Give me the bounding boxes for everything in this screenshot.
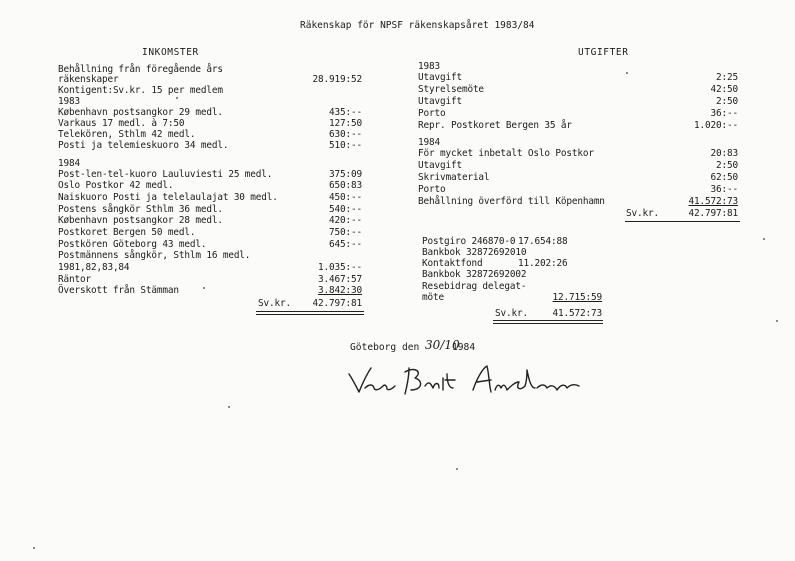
income-total-label: Sv.kr. [258,298,291,309]
expenses-row-label: Behållning överförd till Köpenhamn [418,196,605,207]
income-row-label: Oslo Postkor 42 medl. [58,180,174,191]
expenses-row-amount: 20:83 [710,148,738,159]
paper-speck [626,72,628,74]
paper-speck [763,238,765,240]
expenses-row-amount: 1.020:-- [694,120,738,131]
balance-row-amount: 11.202:26 [518,258,568,269]
income-row-amount: 28.919:52 [312,74,362,85]
expenses-year-label: 1984 [418,137,440,148]
balance-row-label: Postgiro 246870-0 [422,236,516,247]
signature [343,360,583,400]
income-total-double-rule [256,311,364,315]
paper-speck [33,547,35,549]
expenses-row-amount: 2:50 [716,96,738,107]
income-row-amount: 645:-- [329,239,362,250]
paper-speck [456,468,458,470]
document-title: Räkenskap för NPSF räkenskapsåret 1983/84 [300,20,535,31]
income-row-label: 1981,82,83,84 [58,262,130,273]
income-row-label: Postmännens sångkör, Sthlm 16 medl. [58,250,251,261]
paper-speck [176,97,178,99]
balance-row-amount: 12.715:59 [552,292,602,303]
expenses-row-amount: 2:50 [716,160,738,171]
expenses-row-amount: 42:50 [710,84,738,95]
expenses-row-amount: 36:-- [710,184,738,195]
balance-row-label: möte [422,292,444,303]
expenses-total-amount: 42.797:81 [688,208,738,219]
expenses-total-label: Sv.kr. [626,208,659,219]
income-row-amount: 450:-- [329,192,362,203]
expenses-total-rule [625,221,740,222]
expenses-row-label: Skrivmaterial [418,172,490,183]
balance-total-label: Sv.kr. [495,308,528,319]
expenses-year-label: 1983 [418,61,440,72]
income-row-amount: 750:-- [329,227,362,238]
income-row-label: Telekören, Sthlm 42 medl. [58,129,196,140]
expenses-row-amount: 41.572:73 [688,196,738,207]
income-row-amount: 375:09 [329,169,362,180]
place-date-label: Göteborg den [350,342,420,353]
income-row-amount: 127:50 [329,118,362,129]
expenses-row-label: Utavgift [418,72,462,83]
income-row-label: Överskott från Stämman [58,285,179,296]
income-row-amount: 420:-- [329,215,362,226]
paper-speck [228,406,230,408]
handwritten-date: 30/10 [425,338,460,352]
balance-row-label: Bankbok 32872692010 [422,247,527,258]
income-row-amount: 630:-- [329,129,362,140]
expenses-header: UTGIFTER [578,47,629,58]
income-row-label: räkenskaper [58,74,119,85]
income-row-label: Postkören Göteborg 43 medl. [58,239,207,250]
expenses-row-label: Utavgift [418,96,462,107]
income-row-label: København postsangkor 29 medl. [58,107,223,118]
balance-total-double-rule [493,320,603,324]
income-year-label: 1984 [58,158,80,169]
expenses-row-label: Porto [418,184,446,195]
income-row-label: Kontigent:Sv.kr. 15 per medlem [58,85,223,96]
income-row-label: Post-len-tel-kuoro Lauluviesti 25 medl. [58,169,273,180]
income-row-amount: 435:-- [329,107,362,118]
expenses-row-amount: 36:-- [710,108,738,119]
expenses-row-label: Utavgift [418,160,462,171]
income-row-amount: 1.035:-- [318,262,362,273]
income-row-amount: 510:-- [329,140,362,151]
income-row-amount: 3.467:57 [318,274,362,285]
expenses-row-amount: 2:25 [716,72,738,83]
income-row-label: Naiskuoro Posti ja telelaulajat 30 medl. [58,192,278,203]
expenses-row-label: För mycket inbetalt Oslo Postkor [418,148,594,159]
paper-speck [776,320,778,322]
income-row-label: Räntor [58,274,91,285]
income-total-amount: 42.797:81 [312,298,362,309]
balance-row-amount: 17.654:88 [518,236,568,247]
date-year: 1984 [452,342,476,353]
income-row-label: Varkaus 17 medl. à 7:50 [58,118,185,129]
income-row-label: Posti ja telemieskuoro 34 medl. [58,140,229,151]
balance-total-amount: 41.572:73 [552,308,602,319]
income-row-label: Postens sångkör Sthlm 36 medl. [58,204,223,215]
income-row-amount: 3.842:30 [318,285,362,296]
income-row-label: København postsangkor 28 medl. [58,215,223,226]
income-header: INKOMSTER [142,47,199,58]
expenses-row-label: Porto [418,108,446,119]
income-row-label: Behållning från föregående års [58,64,223,75]
income-year-label: 1983 [58,96,80,107]
balance-row-label: Kontaktfond [422,258,483,269]
income-row-amount: 650:83 [329,180,362,191]
balance-row-label: Bankbok 32872692002 [422,269,527,280]
expenses-row-label: Repr. Postkoret Bergen 35 år [418,120,572,131]
income-row-amount: 540:-- [329,204,362,215]
paper-speck [203,287,205,289]
income-row-label: Postkoret Bergen 50 medl. [58,227,196,238]
expenses-row-label: Styrelsemöte [418,84,484,95]
expenses-row-amount: 62:50 [710,172,738,183]
balance-row-label: Resebidrag delegat- [422,281,527,292]
